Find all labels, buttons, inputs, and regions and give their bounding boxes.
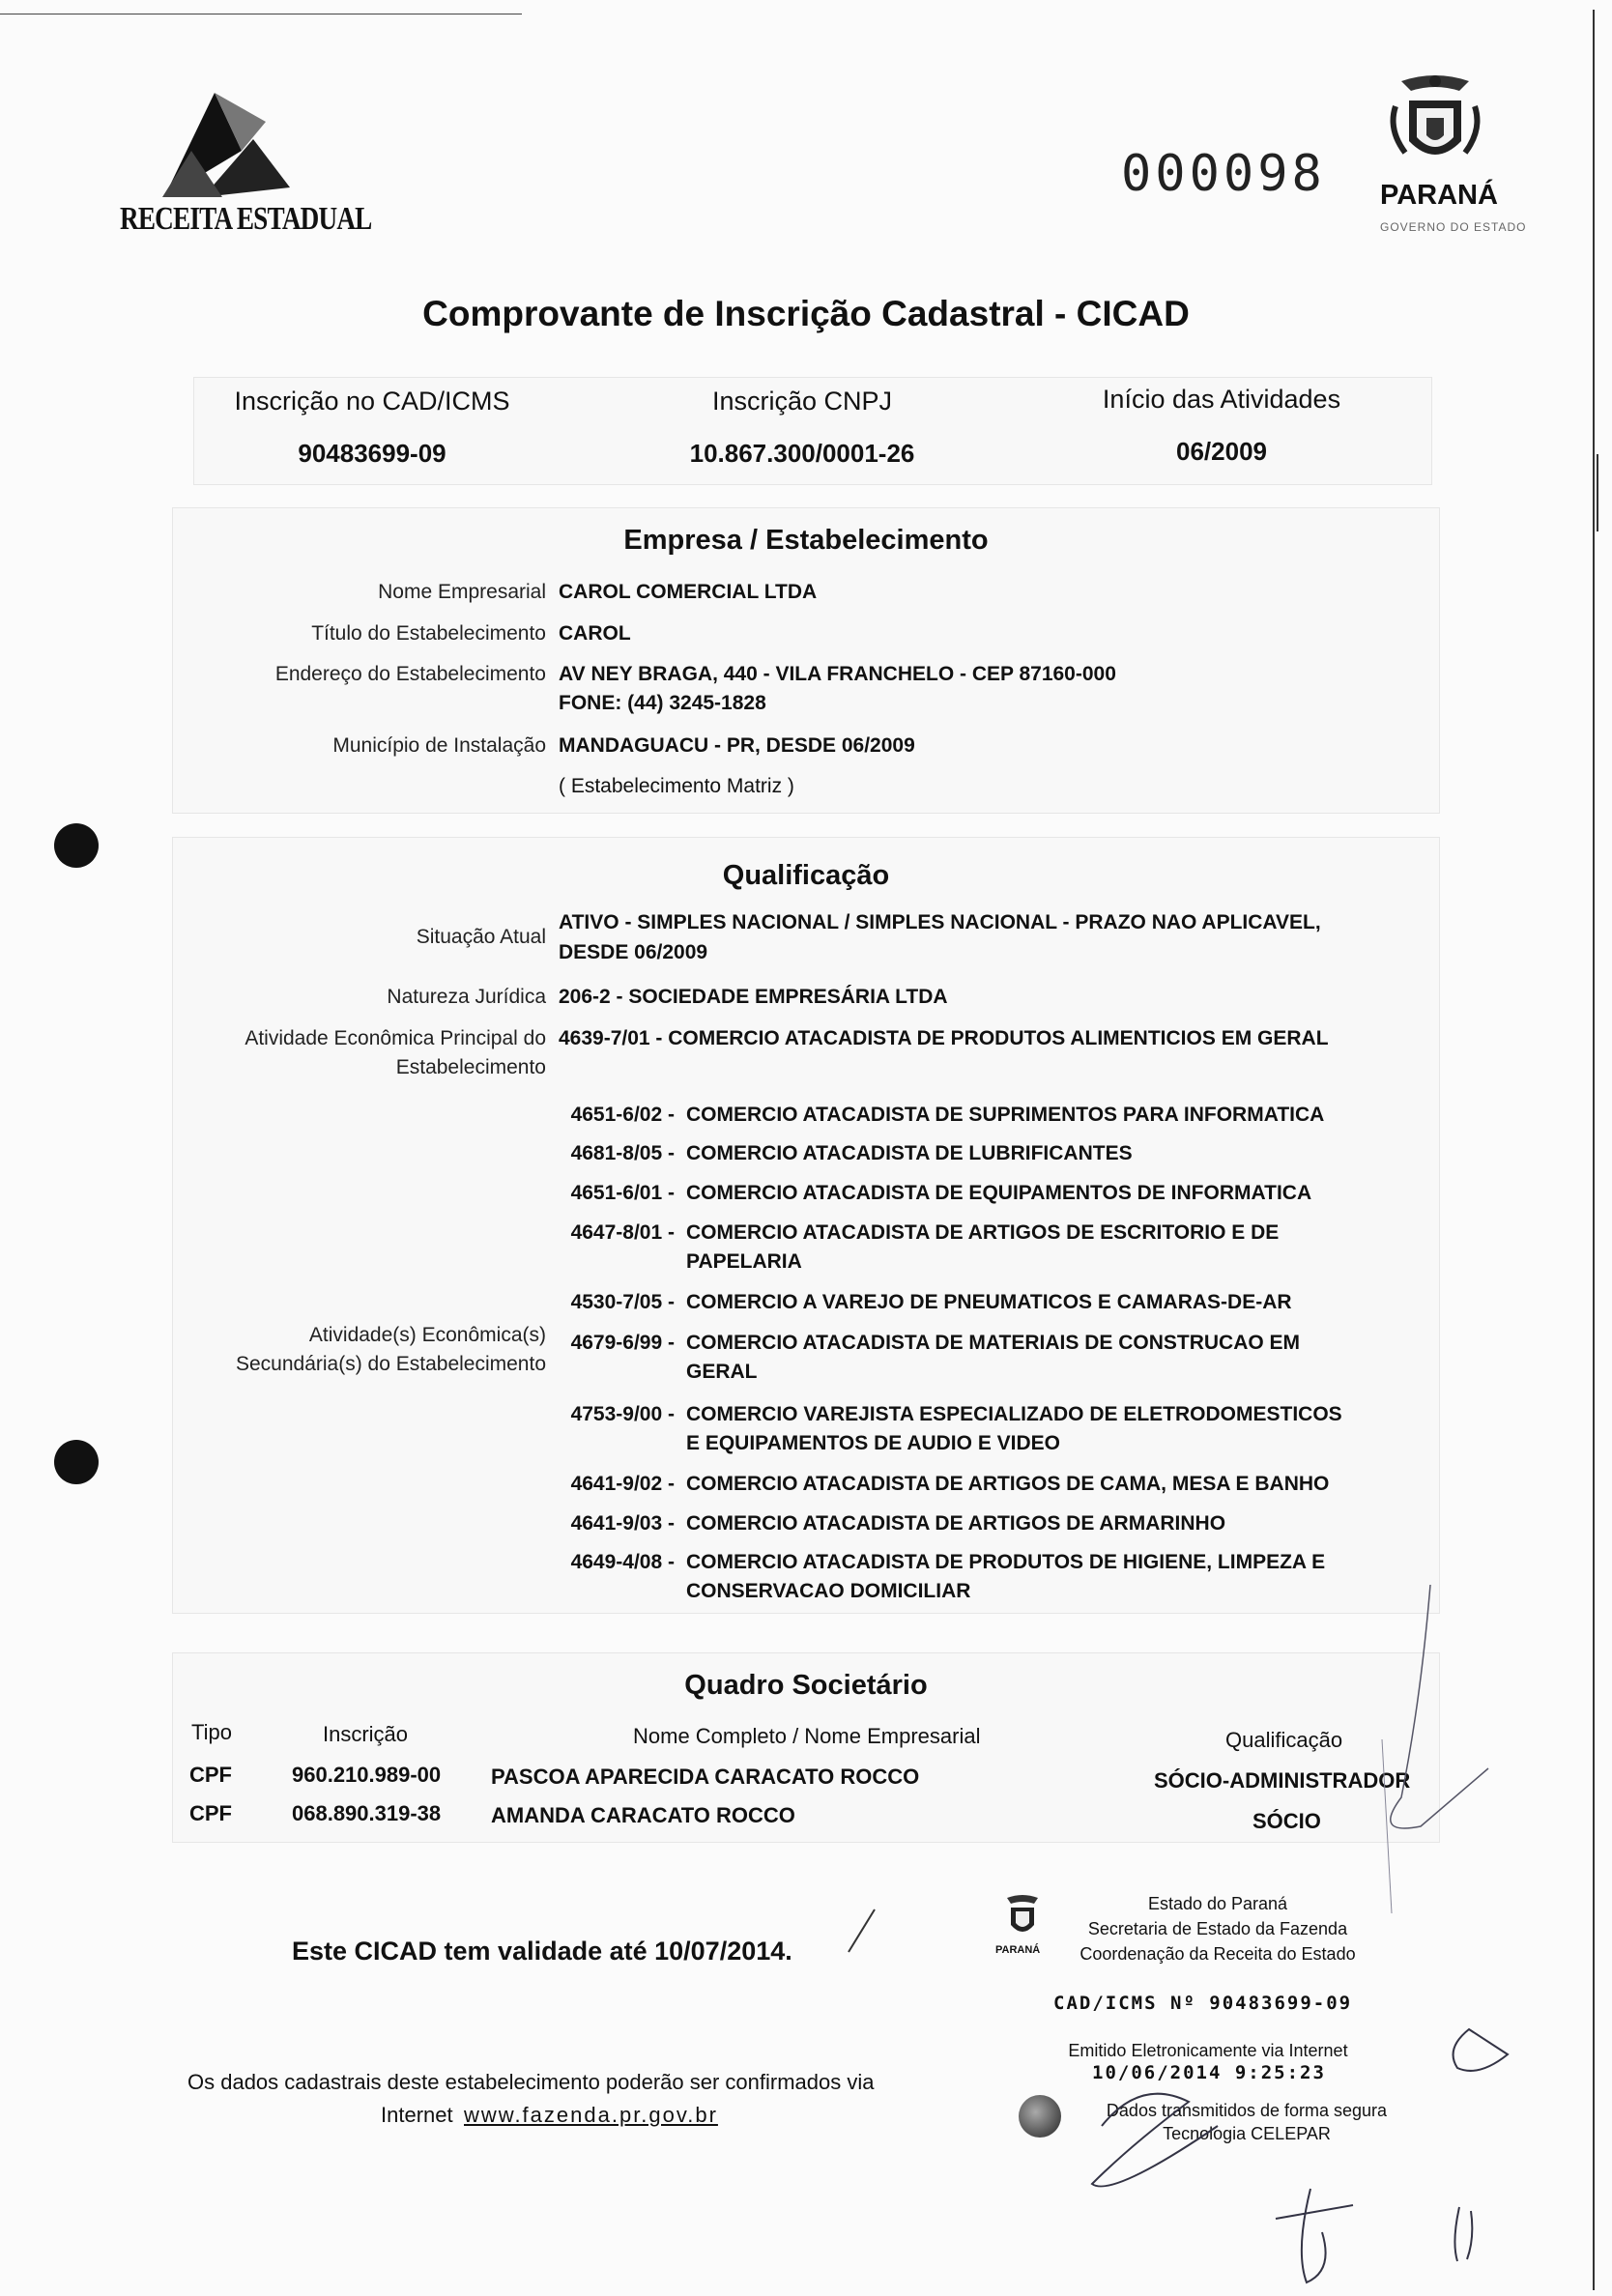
socio-qualificacao: SÓCIO-ADMINISTRADOR <box>1154 1768 1411 1793</box>
activity-desc: COMERCIO ATACADISTA DE ARTIGOS DE ARMARINHO <box>686 1512 1226 1535</box>
titulo-label: Título do Estabelecimento <box>311 622 546 645</box>
col-tipo: Tipo <box>191 1720 232 1744</box>
socio-qualificacao: SÓCIO <box>1252 1809 1321 1833</box>
tecnologia-text: Tecnologia CELEPAR <box>1163 2124 1331 2143</box>
principal-label: Atividade Econômica Principal do <box>245 1027 546 1049</box>
activity-code: 4641-9/02 - <box>570 1473 675 1495</box>
dados-text: Dados transmitidos de forma segura <box>1106 2101 1388 2120</box>
secundaria-label: Atividade(s) Econômica(s) <box>308 1324 546 1346</box>
fone-value: FONE: (44) 3245-1828 <box>559 692 766 714</box>
socio-tipo: CPF <box>189 1801 232 1825</box>
page-title: Comprovante de Inscrição Cadastral - CICAD <box>422 294 1190 333</box>
estabelecimento-tipo: ( Estabelecimento Matriz ) <box>559 775 794 797</box>
socio-inscricao: 960.210.989-00 <box>292 1763 442 1787</box>
situacao-value-cont: DESDE 06/2009 <box>559 941 708 963</box>
empresa-heading: Empresa / Estabelecimento <box>623 525 989 556</box>
secundaria-label-cont: Secundária(s) do Estabelecimento <box>235 1353 546 1375</box>
activity-desc: COMERCIO ATACADISTA DE PRODUTOS DE HIGIENE, LIMPEZA E <box>686 1551 1326 1573</box>
activity-desc-cont: CONSERVACAO DOMICILIAR <box>686 1580 971 1602</box>
col-qualificacao: Qualificação <box>1225 1728 1343 1752</box>
cad-icms-label: Inscrição no CAD/ICMS <box>234 387 510 416</box>
principal-label-cont: Estabelecimento <box>395 1056 546 1078</box>
natureza-label: Natureza Jurídica <box>387 986 546 1008</box>
quadro-heading: Quadro Societário <box>684 1670 928 1701</box>
cad-number: CAD/ICMS Nº 90483699-09 <box>1053 1993 1353 2014</box>
municipio-label: Município de Instalação <box>332 734 546 757</box>
socio-nome: AMANDA CARACATO ROCCO <box>491 1803 795 1827</box>
natureza-value: 206-2 - SOCIEDADE EMPRESÁRIA LTDA <box>559 986 948 1008</box>
issuer-coordenacao: Coordenação da Receita do Estado <box>1079 1944 1356 1964</box>
activity-desc: COMERCIO VAREJISTA ESPECIALIZADO DE ELETRODOMESTICOS <box>686 1403 1342 1425</box>
endereco-label: Endereço do Estabelecimento <box>274 663 546 685</box>
issuer-secretaria: Secretaria de Estado da Fazenda <box>1087 1919 1348 1938</box>
emitido-text: Emitido Eletronicamente via Internet <box>1068 2041 1348 2060</box>
activity-desc: COMERCIO ATACADISTA DE ARTIGOS DE CAMA, MESA E BANHO <box>686 1473 1330 1495</box>
cad-icms-value: 90483699-09 <box>298 439 446 468</box>
activity-code: 4679-6/99 - <box>570 1332 675 1354</box>
activity-code: 4681-8/05 - <box>570 1142 675 1164</box>
socio-nome: PASCOA APARECIDA CARACATO ROCCO <box>491 1765 920 1789</box>
activity-desc: COMERCIO ATACADISTA DE SUPRIMENTOS PARA INFORMATICA <box>686 1104 1325 1126</box>
activity-desc-cont: GERAL <box>686 1361 758 1383</box>
activity-desc-cont: PAPELARIA <box>686 1250 802 1273</box>
qualificacao-heading: Qualificação <box>722 860 890 891</box>
activity-code: 4641-9/03 - <box>570 1512 675 1535</box>
validade-text: Este CICAD tem validade até 10/07/2014. <box>292 1937 792 1966</box>
document-number: 000098 <box>1121 145 1326 203</box>
activity-code: 4647-8/01 - <box>570 1221 675 1244</box>
activity-code: 4530-7/05 - <box>570 1291 675 1313</box>
activity-code: 4651-6/02 - <box>570 1104 675 1126</box>
situacao-label: Situação Atual <box>416 926 546 948</box>
col-nome: Nome Completo / Nome Empresarial <box>633 1724 981 1748</box>
activity-desc: COMERCIO ATACADISTA DE MATERIAIS DE CONSTRUCAO EM <box>686 1332 1301 1354</box>
cnpj-value: 10.867.300/0001-26 <box>689 439 915 468</box>
activity-code: 4753-9/00 - <box>570 1403 675 1425</box>
principal-value: 4639-7/01 - COMERCIO ATACADISTA DE PRODUTOS ALIMENTICIOS EM GERAL <box>559 1027 1329 1049</box>
endereco-value: AV NEY BRAGA, 440 - VILA FRANCHELO - CEP 87160-000 <box>559 663 1116 685</box>
nome-empresarial-label: Nome Empresarial <box>378 581 546 603</box>
municipio-value: MANDAGUACU - PR, DESDE 06/2009 <box>559 734 915 757</box>
activity-code: 4651-6/01 - <box>570 1182 675 1204</box>
activity-desc: COMERCIO A VAREJO DE PNEUMATICOS E CAMARAS-DE-AR <box>686 1291 1292 1313</box>
activity-desc: COMERCIO ATACADISTA DE EQUIPAMENTOS DE INFORMATICA <box>686 1182 1312 1204</box>
receita-logo-text: RECEITA ESTADUAL <box>120 201 372 237</box>
nome-empresarial-value: CAROL COMERCIAL LTDA <box>559 581 818 603</box>
state-name: PARANÁ <box>1380 180 1498 211</box>
seal-text: PARANÁ <box>995 1944 1041 1956</box>
emitido-data: 10/06/2014 9:25:23 <box>1092 2062 1326 2083</box>
state-subtitle: GOVERNO DO ESTADO <box>1380 220 1527 234</box>
col-inscricao: Inscrição <box>323 1722 409 1746</box>
inicio-value: 06/2009 <box>1176 437 1267 466</box>
titulo-value: CAROL <box>559 622 631 645</box>
confirm-link[interactable]: www.fazenda.pr.gov.br <box>464 2103 718 2127</box>
cnpj-label: Inscrição CNPJ <box>711 387 893 416</box>
activity-desc-cont: E EQUIPAMENTOS DE AUDIO E VIDEO <box>686 1432 1061 1454</box>
activity-code: 4649-4/08 - <box>570 1551 675 1573</box>
confirm-text: Os dados cadastrais deste estabelecimento poderão ser confirmados via <box>187 2070 875 2094</box>
activity-desc: COMERCIO ATACADISTA DE LUBRIFICANTES <box>686 1142 1133 1164</box>
inicio-label: Início das Atividades <box>1102 385 1341 414</box>
activity-desc: COMERCIO ATACADISTA DE ARTIGOS DE ESCRITORIO E DE <box>686 1221 1280 1244</box>
socio-tipo: CPF <box>189 1763 232 1787</box>
issuer-state: Estado do Paraná <box>1147 1894 1288 1913</box>
socio-inscricao: 068.890.319-38 <box>292 1801 442 1825</box>
confirm-prefix: Internet <box>381 2103 453 2127</box>
situacao-value: ATIVO - SIMPLES NACIONAL / SIMPLES NACIONAL - PRAZO NAO APLICAVEL, <box>559 911 1321 933</box>
